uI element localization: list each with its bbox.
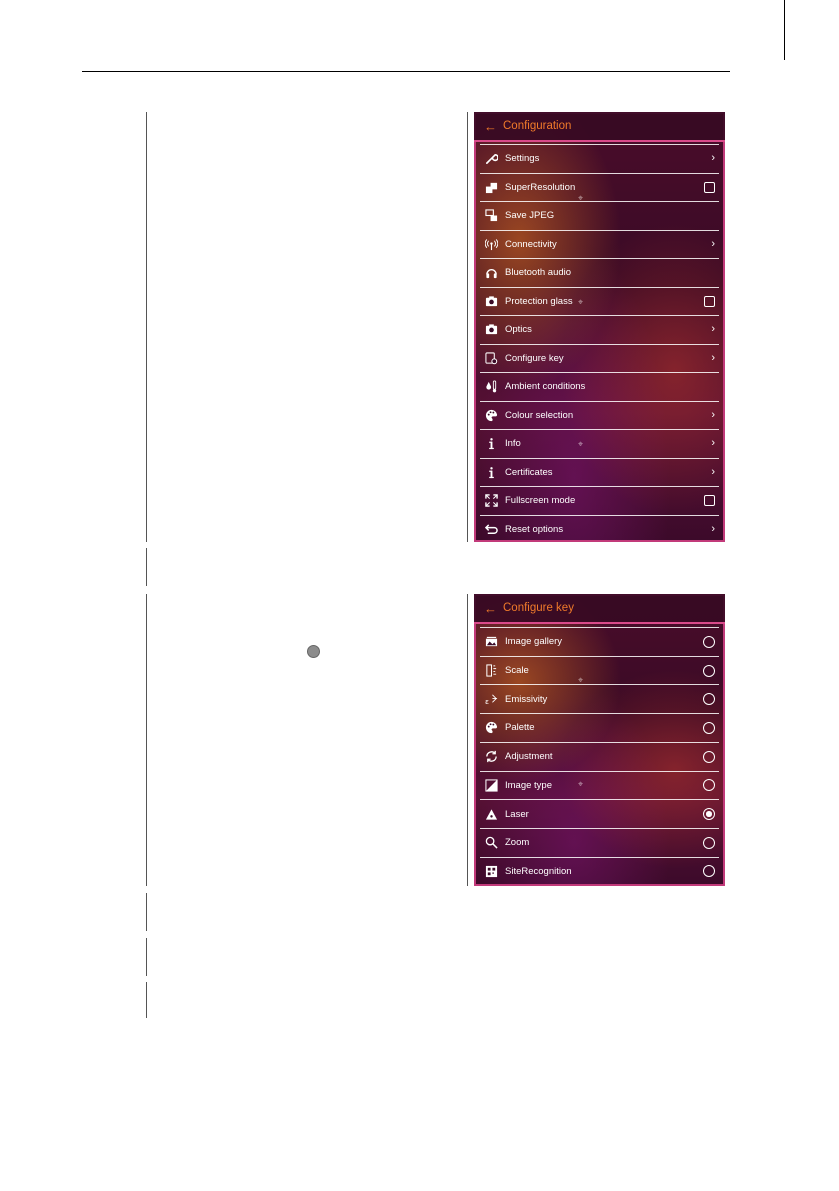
chevron-right-icon: ›	[711, 351, 715, 364]
menu-item-label: Bluetooth audio	[505, 267, 572, 279]
menu-item-palette[interactable]	[474, 714, 725, 742]
menu-item-label: Zoom	[505, 837, 530, 849]
menu-item-zoom[interactable]	[474, 829, 725, 857]
menu-item-protection-glass[interactable]	[474, 288, 725, 316]
menu-item-optics[interactable]	[474, 316, 725, 344]
menu-item-label: Settings	[505, 153, 540, 165]
site-recognition-icon	[483, 864, 499, 878]
svg-text:ε: ε	[484, 696, 489, 706]
info-icon	[483, 437, 499, 451]
menu-item-label: Fullscreen mode	[505, 495, 576, 507]
radio-button[interactable]	[703, 865, 715, 877]
menu-item-emissivity[interactable]	[474, 685, 725, 713]
crosshair-icon: ⌖	[578, 194, 584, 204]
menu-item-label: SuperResolution	[505, 181, 576, 193]
menu-item-label: Ambient conditions	[505, 381, 586, 393]
crosshair-icon: ⌖	[578, 440, 584, 450]
step-bar	[146, 594, 147, 886]
drop-thermometer-icon	[483, 380, 499, 394]
radio-button[interactable]	[703, 837, 715, 849]
menu-item-settings[interactable]	[474, 145, 725, 173]
wireless-icon	[483, 237, 499, 251]
menu-item-label: Palette	[505, 722, 535, 734]
radio-button[interactable]	[703, 722, 715, 734]
crosshair-icon: ⌖	[578, 780, 584, 790]
menu-item-connectivity[interactable]	[474, 231, 725, 259]
step-bar	[146, 938, 147, 976]
step-bar	[146, 982, 147, 1018]
radio-button[interactable]	[703, 751, 715, 763]
checkbox[interactable]	[704, 495, 715, 506]
checkbox[interactable]	[704, 296, 715, 307]
chevron-right-icon: ›	[711, 237, 715, 250]
menu-item-label: Save JPEG	[505, 210, 555, 222]
menu-item-scale[interactable]	[474, 657, 725, 685]
chevron-right-icon: ›	[711, 152, 715, 165]
wrench-icon	[483, 152, 499, 166]
chevron-right-icon: ›	[711, 522, 715, 535]
menu-item-label: Connectivity	[505, 238, 557, 250]
menu-item-image-type[interactable]	[474, 772, 725, 800]
radio-button-selected[interactable]	[703, 808, 715, 820]
gallery-icon	[483, 635, 499, 649]
configuration-screen	[474, 112, 725, 542]
headphones-icon	[483, 266, 499, 280]
menu-item-label: Info	[505, 438, 521, 450]
palette-icon	[483, 721, 499, 735]
menu-item-image-gallery[interactable]	[474, 628, 725, 656]
radio-button[interactable]	[703, 665, 715, 677]
step-bar	[146, 893, 147, 931]
laser-icon	[483, 807, 499, 821]
checkbox[interactable]	[704, 182, 715, 193]
step-bar	[146, 548, 147, 586]
screen-header	[474, 112, 725, 142]
screen-header	[474, 594, 725, 624]
menu-item-label: Image gallery	[505, 636, 563, 648]
zoom-icon	[483, 836, 499, 850]
crop-mark	[784, 0, 785, 60]
menu-item-label: Colour selection	[505, 409, 574, 421]
chevron-right-icon: ›	[711, 323, 715, 336]
page-title: Configuration	[503, 120, 572, 132]
menu-item-bluetooth-audio[interactable]	[474, 259, 725, 287]
menu-item-label: SiteRecognition	[505, 865, 572, 877]
chevron-right-icon: ›	[711, 437, 715, 450]
menu-item-superresolution[interactable]	[474, 174, 725, 202]
emissivity-icon	[483, 692, 499, 706]
back-arrow-icon[interactable]: ←	[484, 600, 497, 616]
radio-button[interactable]	[703, 779, 715, 791]
configure-key-icon	[483, 351, 499, 365]
reset-icon	[483, 522, 499, 536]
radio-button[interactable]	[703, 636, 715, 648]
scale-icon	[483, 664, 499, 678]
menu-item-siterecognition[interactable]	[474, 858, 725, 886]
menu-item-label: Configure key	[505, 352, 564, 364]
step-bar	[146, 112, 147, 542]
fullscreen-icon	[483, 494, 499, 508]
menu-item-label: Reset options	[505, 523, 564, 535]
header-rule	[82, 71, 730, 72]
menu-item-label: Laser	[505, 808, 529, 820]
screenshot-border	[467, 594, 468, 886]
menu-item-label: Emissivity	[505, 693, 548, 705]
info-icon	[483, 465, 499, 479]
save-jpeg-icon	[483, 209, 499, 223]
crosshair-icon: ⌖	[578, 298, 584, 308]
menu-item-reset-options[interactable]	[474, 516, 725, 543]
menu-item-info[interactable]	[474, 430, 725, 458]
menu-item-label: Scale	[505, 665, 529, 677]
menu-item-label: Protection glass	[505, 295, 573, 307]
menu-item-label: Optics	[505, 324, 532, 336]
palette-icon	[483, 408, 499, 422]
chevron-right-icon: ›	[711, 408, 715, 421]
menu-item-fullscreen-mode[interactable]	[474, 487, 725, 515]
radio-button[interactable]	[703, 693, 715, 705]
image-type-icon	[483, 778, 499, 792]
menu-item-label: Image type	[505, 779, 552, 791]
menu-item-configure-key[interactable]	[474, 345, 725, 373]
key-button-icon	[307, 645, 320, 658]
menu-item-colour-selection[interactable]	[474, 402, 725, 430]
menu-item-label: Certificates	[505, 466, 553, 478]
back-arrow-icon[interactable]: ←	[484, 118, 497, 134]
menu-item-ambient-conditions[interactable]	[474, 373, 725, 401]
camera-icon	[483, 294, 499, 308]
menu-item-laser[interactable]	[474, 800, 725, 828]
screenshot-border	[467, 112, 468, 542]
menu-item-label: Adjustment	[505, 751, 553, 763]
menu-item-certificates[interactable]	[474, 459, 725, 487]
menu-item-save-jpeg[interactable]	[474, 202, 725, 230]
page-title: Configure key	[503, 602, 574, 614]
menu-item-adjustment[interactable]	[474, 743, 725, 771]
chevron-right-icon: ›	[711, 465, 715, 478]
super-resolution-icon	[483, 180, 499, 194]
configure-key-screen	[474, 594, 725, 886]
camera-icon	[483, 323, 499, 337]
crosshair-icon: ⌖	[578, 676, 584, 686]
adjustment-icon	[483, 750, 499, 764]
